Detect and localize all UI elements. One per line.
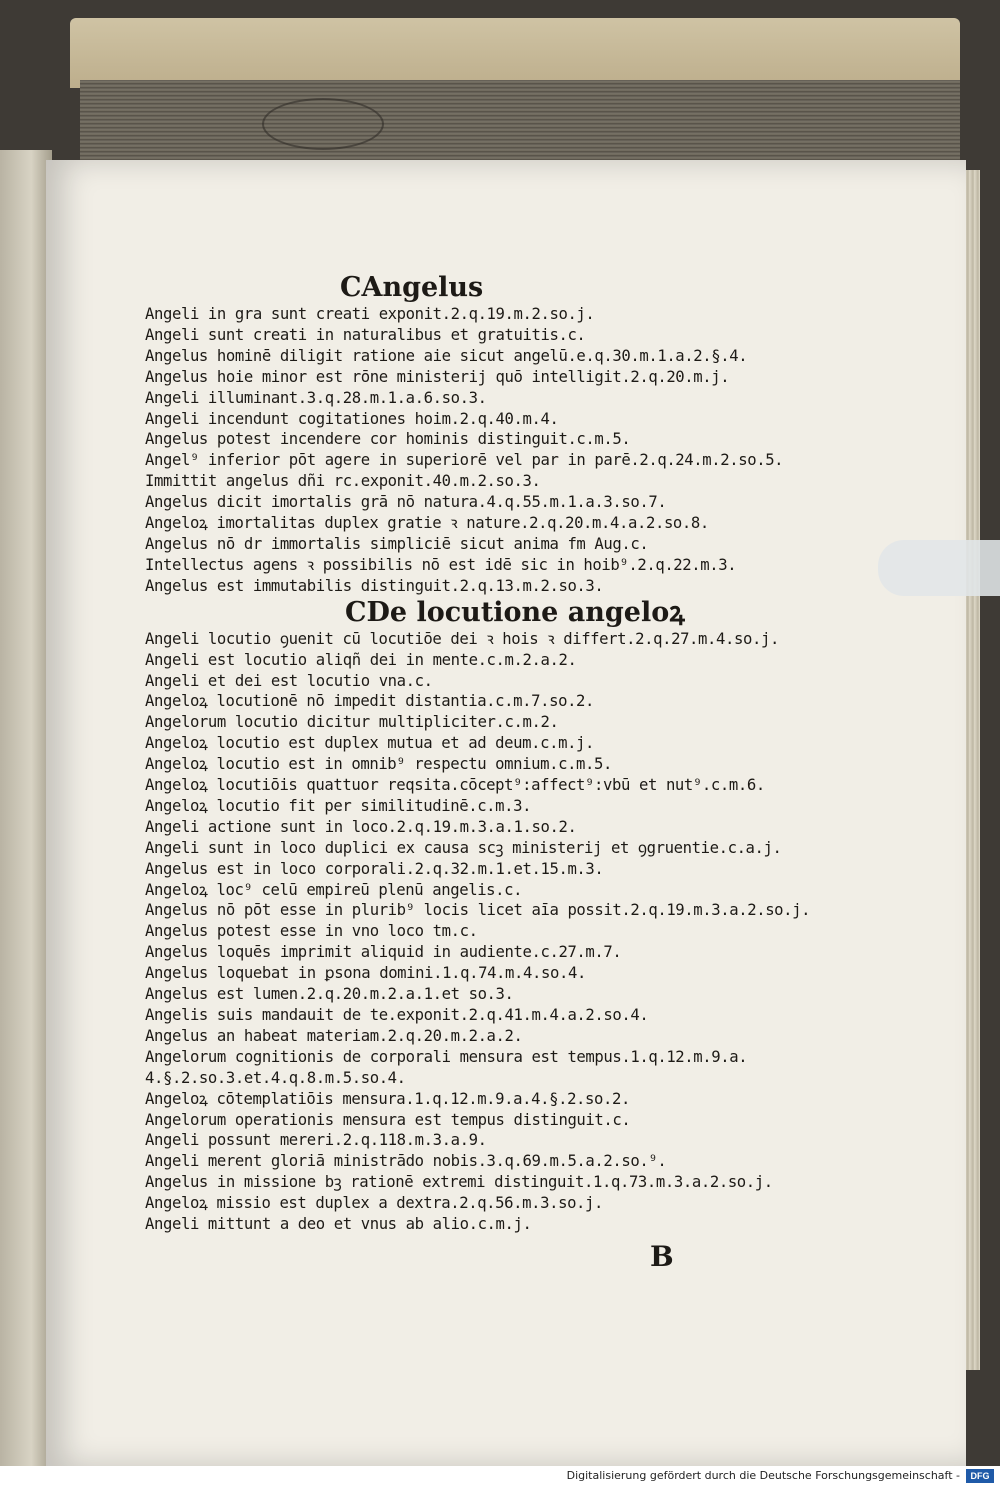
index-entry: Angelus hoie minor est rōne ministerij quō intelligit.2.q.20.m.j.: [145, 367, 730, 386]
dfg-logo: DFG: [966, 1469, 994, 1483]
index-entry: Angeli et dei est locutio vna.c.: [145, 671, 433, 690]
page-marker-tab: [878, 540, 1000, 596]
index-entry: Angeloꝝ cōtemplatiōis mensura.1.q.12.m.9.a.4.§.2.so.2.: [145, 1089, 630, 1108]
index-entry: Angelus est immutabilis distinguit.2.q.13.m.2.so.3.: [145, 576, 604, 595]
index-entry: Angeloꝝ imortalitas duplex gratie ꝛ nature.2.q.20.m.4.a.2.so.8.: [145, 514, 709, 533]
index-entry: Angelus hominē diligit ratione aie sicut angelū.e.q.30.m.1.a.2.§.4.: [145, 346, 748, 365]
facing-page-edge: [0, 150, 52, 1466]
index-entry: Angeli illuminant.3.q.28.m.1.a.6.so.3.: [145, 388, 487, 407]
index-entry: 4.§.2.so.3.et.4.q.8.m.5.so.4.: [145, 1068, 406, 1087]
index-entry: Angeli merent gloriā ministrādo nobis.3.q.69.m.5.a.2.so.⁹.: [145, 1152, 667, 1171]
funding-credit: Digitalisierung gefördert durch die Deutsche Forschungsgemeinschaft -: [566, 1469, 960, 1482]
index-entry: Angeloꝝ locutio est in omnib⁹ respectu omnium.c.m.5.: [145, 755, 613, 774]
index-entry: Angelus est lumen.2.q.20.m.2.a.1.et so.3.: [145, 985, 514, 1004]
library-stamp: [262, 98, 384, 150]
index-entry: Angeli mittunt a deo et vnus ab alio.c.m.j.: [145, 1215, 532, 1234]
index-entry: Angelus est in loco corporali.2.q.32.m.1.et.15.m.3.: [145, 859, 604, 878]
footer-bar: [0, 1466, 1000, 1486]
index-entry: Angeli in gra sunt creati exponit.2.q.19.m.2.so.j.: [145, 305, 595, 323]
index-entry: Angelus loquebat in ꝑsona domini.1.q.74.m.4.so.4.: [145, 964, 586, 983]
index-entry: Angeloꝝ locutio fit per similitudinē.c.m.3.: [145, 796, 532, 815]
index-entry: Angelus potest esse in vno loco tm.c.: [145, 922, 478, 941]
index-entry: Angelus in missione bꝫ rationē extremi distinguit.1.q.73.m.3.a.2.so.j.: [145, 1173, 773, 1192]
index-entry: Angelus an habeat materiam.2.q.20.m.2.a.2.: [145, 1026, 523, 1045]
index-entry: Angelorum locutio dicitur multipliciter.c.m.2.: [145, 713, 559, 732]
index-entry: Angelis suis mandauit de te.exponit.2.q.41.m.4.a.2.so.4.: [145, 1006, 649, 1024]
index-entry: Angelus loquēs imprimit aliquid in audiente.c.27.m.7.: [145, 943, 622, 962]
signature-mark: B: [650, 1240, 674, 1273]
index-entry: Angelorum cognitionis de corporali mensura est tempus.1.q.12.m.9.a.: [145, 1047, 748, 1066]
index-entry: Angelus potest incendere cor hominis distinguit.c.m.5.: [145, 430, 631, 449]
index-entry: Angeli est locutio aliqñ dei in mente.c.m.2.a.2.: [145, 650, 577, 669]
section-angelus-entries: [145, 304, 784, 597]
index-entry: Angeloꝝ loc⁹ celū empireū plenū angelis.c.: [145, 880, 523, 899]
index-entry: Angelus nō pōt esse in plurib⁹ locis licet aīa possit.2.q.19.m.3.a.2.so.j.: [145, 901, 811, 920]
index-entry: Angeli locutio ꝯuenit cū locutiōe dei ꝛ hois ꝛ differt.2.q.27.m.4.so.j.: [145, 629, 779, 648]
index-entry: Angeli possunt mereri.2.q.118.m.3.a.9.: [145, 1131, 487, 1150]
index-entry: Angeloꝝ locutionē nō impedit distantia.c.m.7.so.2.: [145, 692, 595, 711]
book-cover-top: [70, 18, 960, 88]
index-entry: Intellectus agens ꝛ possibilis nō est idē sic in hoib⁹.2.q.22.m.3.: [145, 555, 737, 574]
index-entry: Angeloꝝ missio est duplex a dextra.2.q.56.m.3.so.j.: [145, 1194, 604, 1213]
index-entry: Angelorum operationis mensura est tempus distinguit.c.: [145, 1110, 631, 1129]
index-entry: Angeloꝝ locutio est duplex mutua et ad deum.c.m.j.: [145, 734, 595, 753]
section-heading-locutione: CDe locutione angeloꝝ: [345, 596, 685, 628]
index-entry: Immittit angelus dñi rc.exponit.40.m.2.so.3.: [145, 472, 541, 491]
index-entry: Angeli sunt in loco duplici ex causa scꝫ ministerij et ꝯgruentie.c.a.j.: [145, 838, 782, 857]
index-entry: Angelus nō dr immortalis simpliciē sicut anima fm Aug.c.: [145, 534, 649, 553]
index-entry: Angeli incendunt cogitationes hoim.2.q.40.m.4.: [145, 409, 559, 428]
index-entry: Angelus dicit imortalis grā nō natura.4.q.55.m.1.a.3.so.7.: [145, 493, 667, 512]
index-text: [145, 272, 811, 1235]
section-heading-angelus: CAngelus: [340, 272, 484, 303]
index-entry: Angeli actione sunt in loco.2.q.19.m.3.a.1.so.2.: [145, 817, 577, 836]
index-entry: Angeloꝝ locutiōis quattuor reqsita.cōcept⁹:affect⁹:vbū et nut⁹.c.m.6.: [145, 776, 765, 795]
index-entry: Angeli sunt creati in naturalibus et gratuitis.c.: [145, 325, 586, 344]
index-entry: Angel⁹ inferior pōt agere in superiorē vel par in parē.2.q.24.m.2.so.5.: [145, 451, 784, 470]
section-locutione-entries: [145, 629, 811, 1235]
